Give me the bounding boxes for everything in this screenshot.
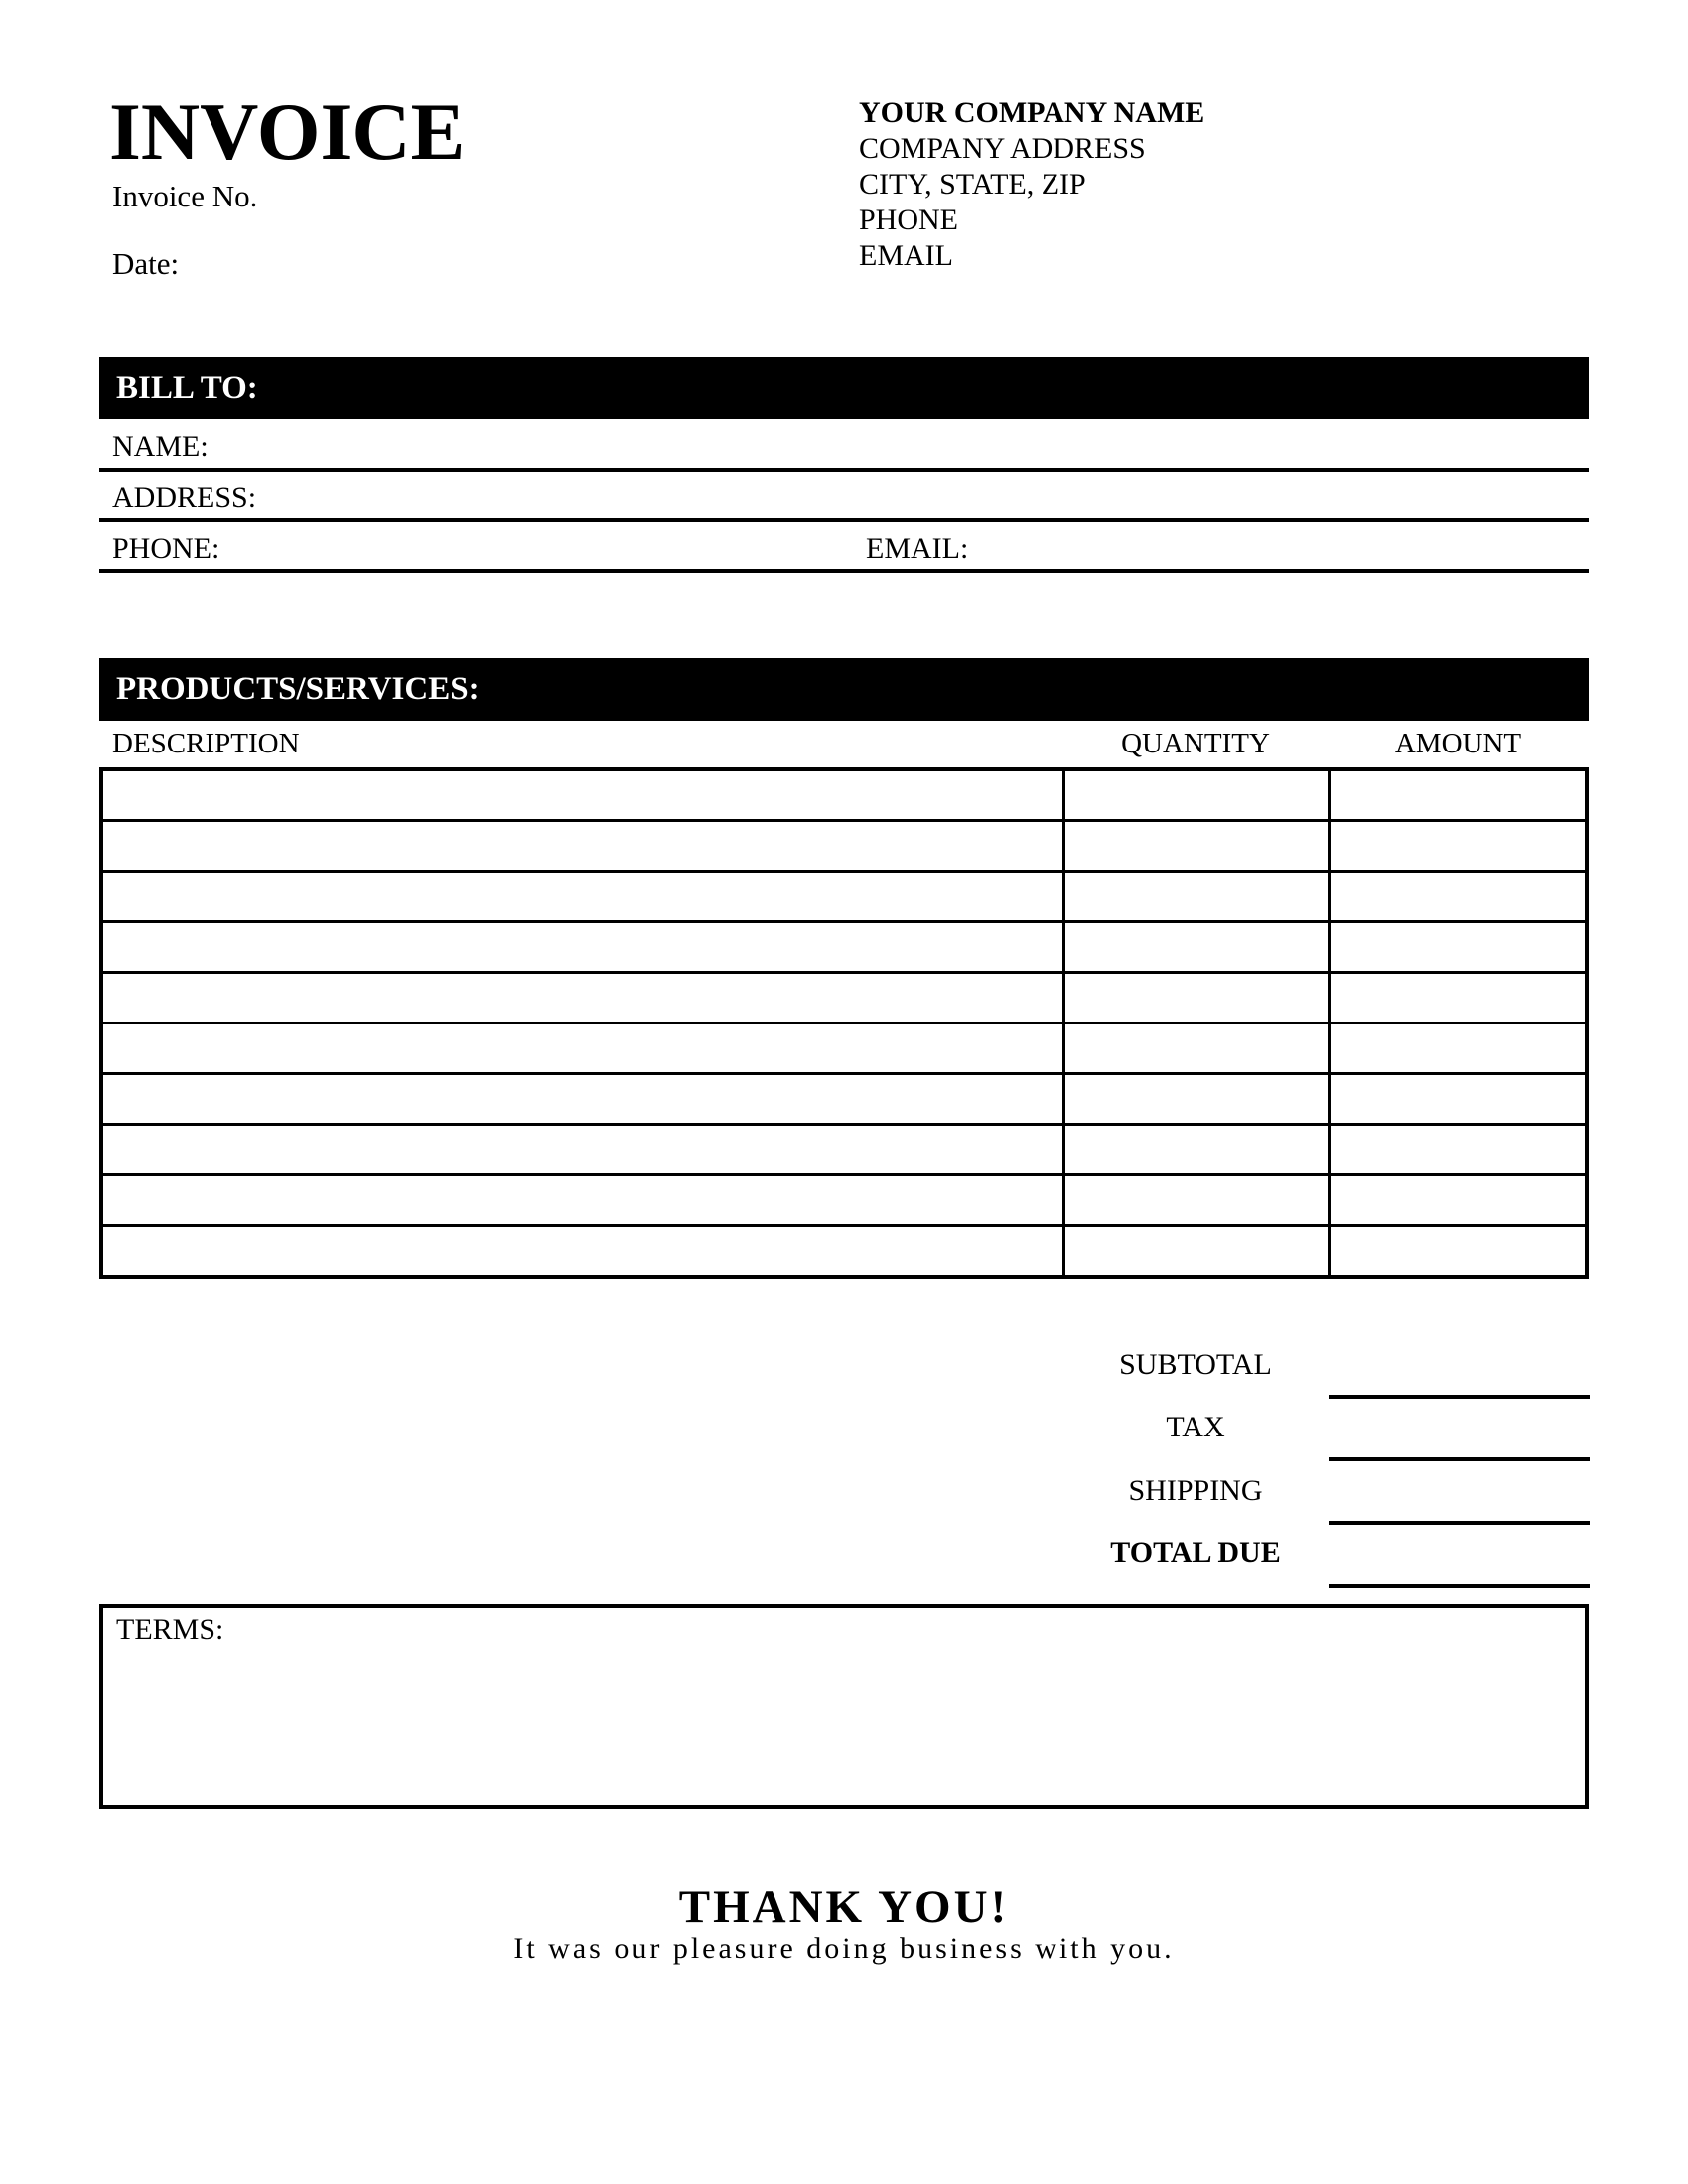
line-item-cell[interactable] (1064, 769, 1330, 821)
line-item-cell[interactable] (1329, 871, 1587, 921)
date-label: Date: (112, 246, 180, 281)
shipping-label: SHIPPING (1128, 1474, 1263, 1507)
line-item-cell[interactable] (101, 1174, 1064, 1225)
line-item-cell[interactable] (101, 921, 1064, 972)
products-services-section-header: PRODUCTS/SERVICES: (99, 658, 1589, 721)
invoice-number-label: Invoice No. (112, 179, 258, 213)
column-header-description: DESCRIPTION (112, 728, 300, 759)
line-item-cell[interactable] (1329, 921, 1587, 972)
tax-value-line[interactable] (1329, 1457, 1590, 1461)
line-item-cell[interactable] (1064, 1225, 1330, 1277)
line-item-cell[interactable] (1329, 1174, 1587, 1225)
page-title: INVOICE (109, 86, 466, 177)
column-header-amount: AMOUNT (1394, 728, 1522, 759)
table-row (101, 972, 1587, 1023)
line-item-cell[interactable] (1064, 821, 1330, 872)
line-item-cell[interactable] (101, 769, 1064, 821)
company-info-block (859, 95, 1204, 274)
email-label: EMAIL: (866, 532, 969, 565)
table-row (101, 821, 1587, 872)
company-city-state-zip: CITY, STATE, ZIP (859, 168, 1086, 201)
column-header-quantity: QUANTITY (1121, 728, 1270, 759)
line-item-cell[interactable] (1329, 769, 1587, 821)
line-item-cell[interactable] (101, 821, 1064, 872)
line-item-cell[interactable] (1329, 1073, 1587, 1124)
tax-label: TAX (1166, 1411, 1225, 1443)
line-item-cell[interactable] (1064, 1174, 1330, 1225)
line-item-cell[interactable] (1329, 1225, 1587, 1277)
company-email: EMAIL (859, 239, 953, 272)
line-item-cell[interactable] (1329, 821, 1587, 872)
subtotal-value-line[interactable] (1329, 1395, 1590, 1399)
line-item-cell[interactable] (1064, 1124, 1330, 1174)
line-item-cell[interactable] (1329, 1023, 1587, 1073)
line-items-body (101, 769, 1587, 1277)
company-phone: PHONE (859, 204, 959, 236)
line-item-cell[interactable] (1329, 1124, 1587, 1174)
table-row (101, 769, 1587, 821)
table-row (101, 1174, 1587, 1225)
table-row (101, 921, 1587, 972)
line-item-cell[interactable] (1064, 1023, 1330, 1073)
line-item-cell[interactable] (101, 871, 1064, 921)
bill-to-section-header: BILL TO: (99, 357, 1589, 419)
table-row (101, 1023, 1587, 1073)
line-item-cell[interactable] (101, 1073, 1064, 1124)
table-row (101, 871, 1587, 921)
table-row (101, 1124, 1587, 1174)
total-due-value-line[interactable] (1329, 1584, 1590, 1588)
address-label: ADDRESS: (112, 481, 257, 514)
company-name: YOUR COMPANY NAME (859, 96, 1205, 129)
line-item-cell[interactable] (101, 1225, 1064, 1277)
shipping-value-line[interactable] (1329, 1521, 1590, 1525)
phone-label: PHONE: (112, 532, 220, 565)
table-row (101, 1225, 1587, 1277)
footer-message: It was our pleasure doing business with you. (513, 1932, 1175, 1965)
terms-box[interactable] (99, 1604, 1589, 1809)
thank-you-message: THANK YOU! (678, 1881, 1010, 1933)
line-item-cell[interactable] (101, 972, 1064, 1023)
line-item-cell[interactable] (101, 1023, 1064, 1073)
bill-to-address-field[interactable] (99, 472, 1589, 522)
terms-label: TERMS: (116, 1613, 224, 1646)
table-column-headers (99, 726, 1589, 767)
line-item-cell[interactable] (1064, 871, 1330, 921)
company-address: COMPANY ADDRESS (859, 132, 1146, 165)
line-item-cell[interactable] (1064, 921, 1330, 972)
line-item-cell[interactable] (1329, 972, 1587, 1023)
table-row (101, 1073, 1587, 1124)
line-item-cell[interactable] (1064, 972, 1330, 1023)
total-due-label: TOTAL DUE (1110, 1536, 1281, 1569)
name-label: NAME: (112, 430, 209, 463)
line-item-cell[interactable] (101, 1124, 1064, 1174)
line-items-table (99, 767, 1589, 1279)
bill-to-name-field[interactable] (99, 420, 1589, 472)
bill-to-phone-email-field[interactable] (99, 522, 1589, 573)
line-item-cell[interactable] (1064, 1073, 1330, 1124)
subtotal-label: SUBTOTAL (1119, 1348, 1272, 1381)
